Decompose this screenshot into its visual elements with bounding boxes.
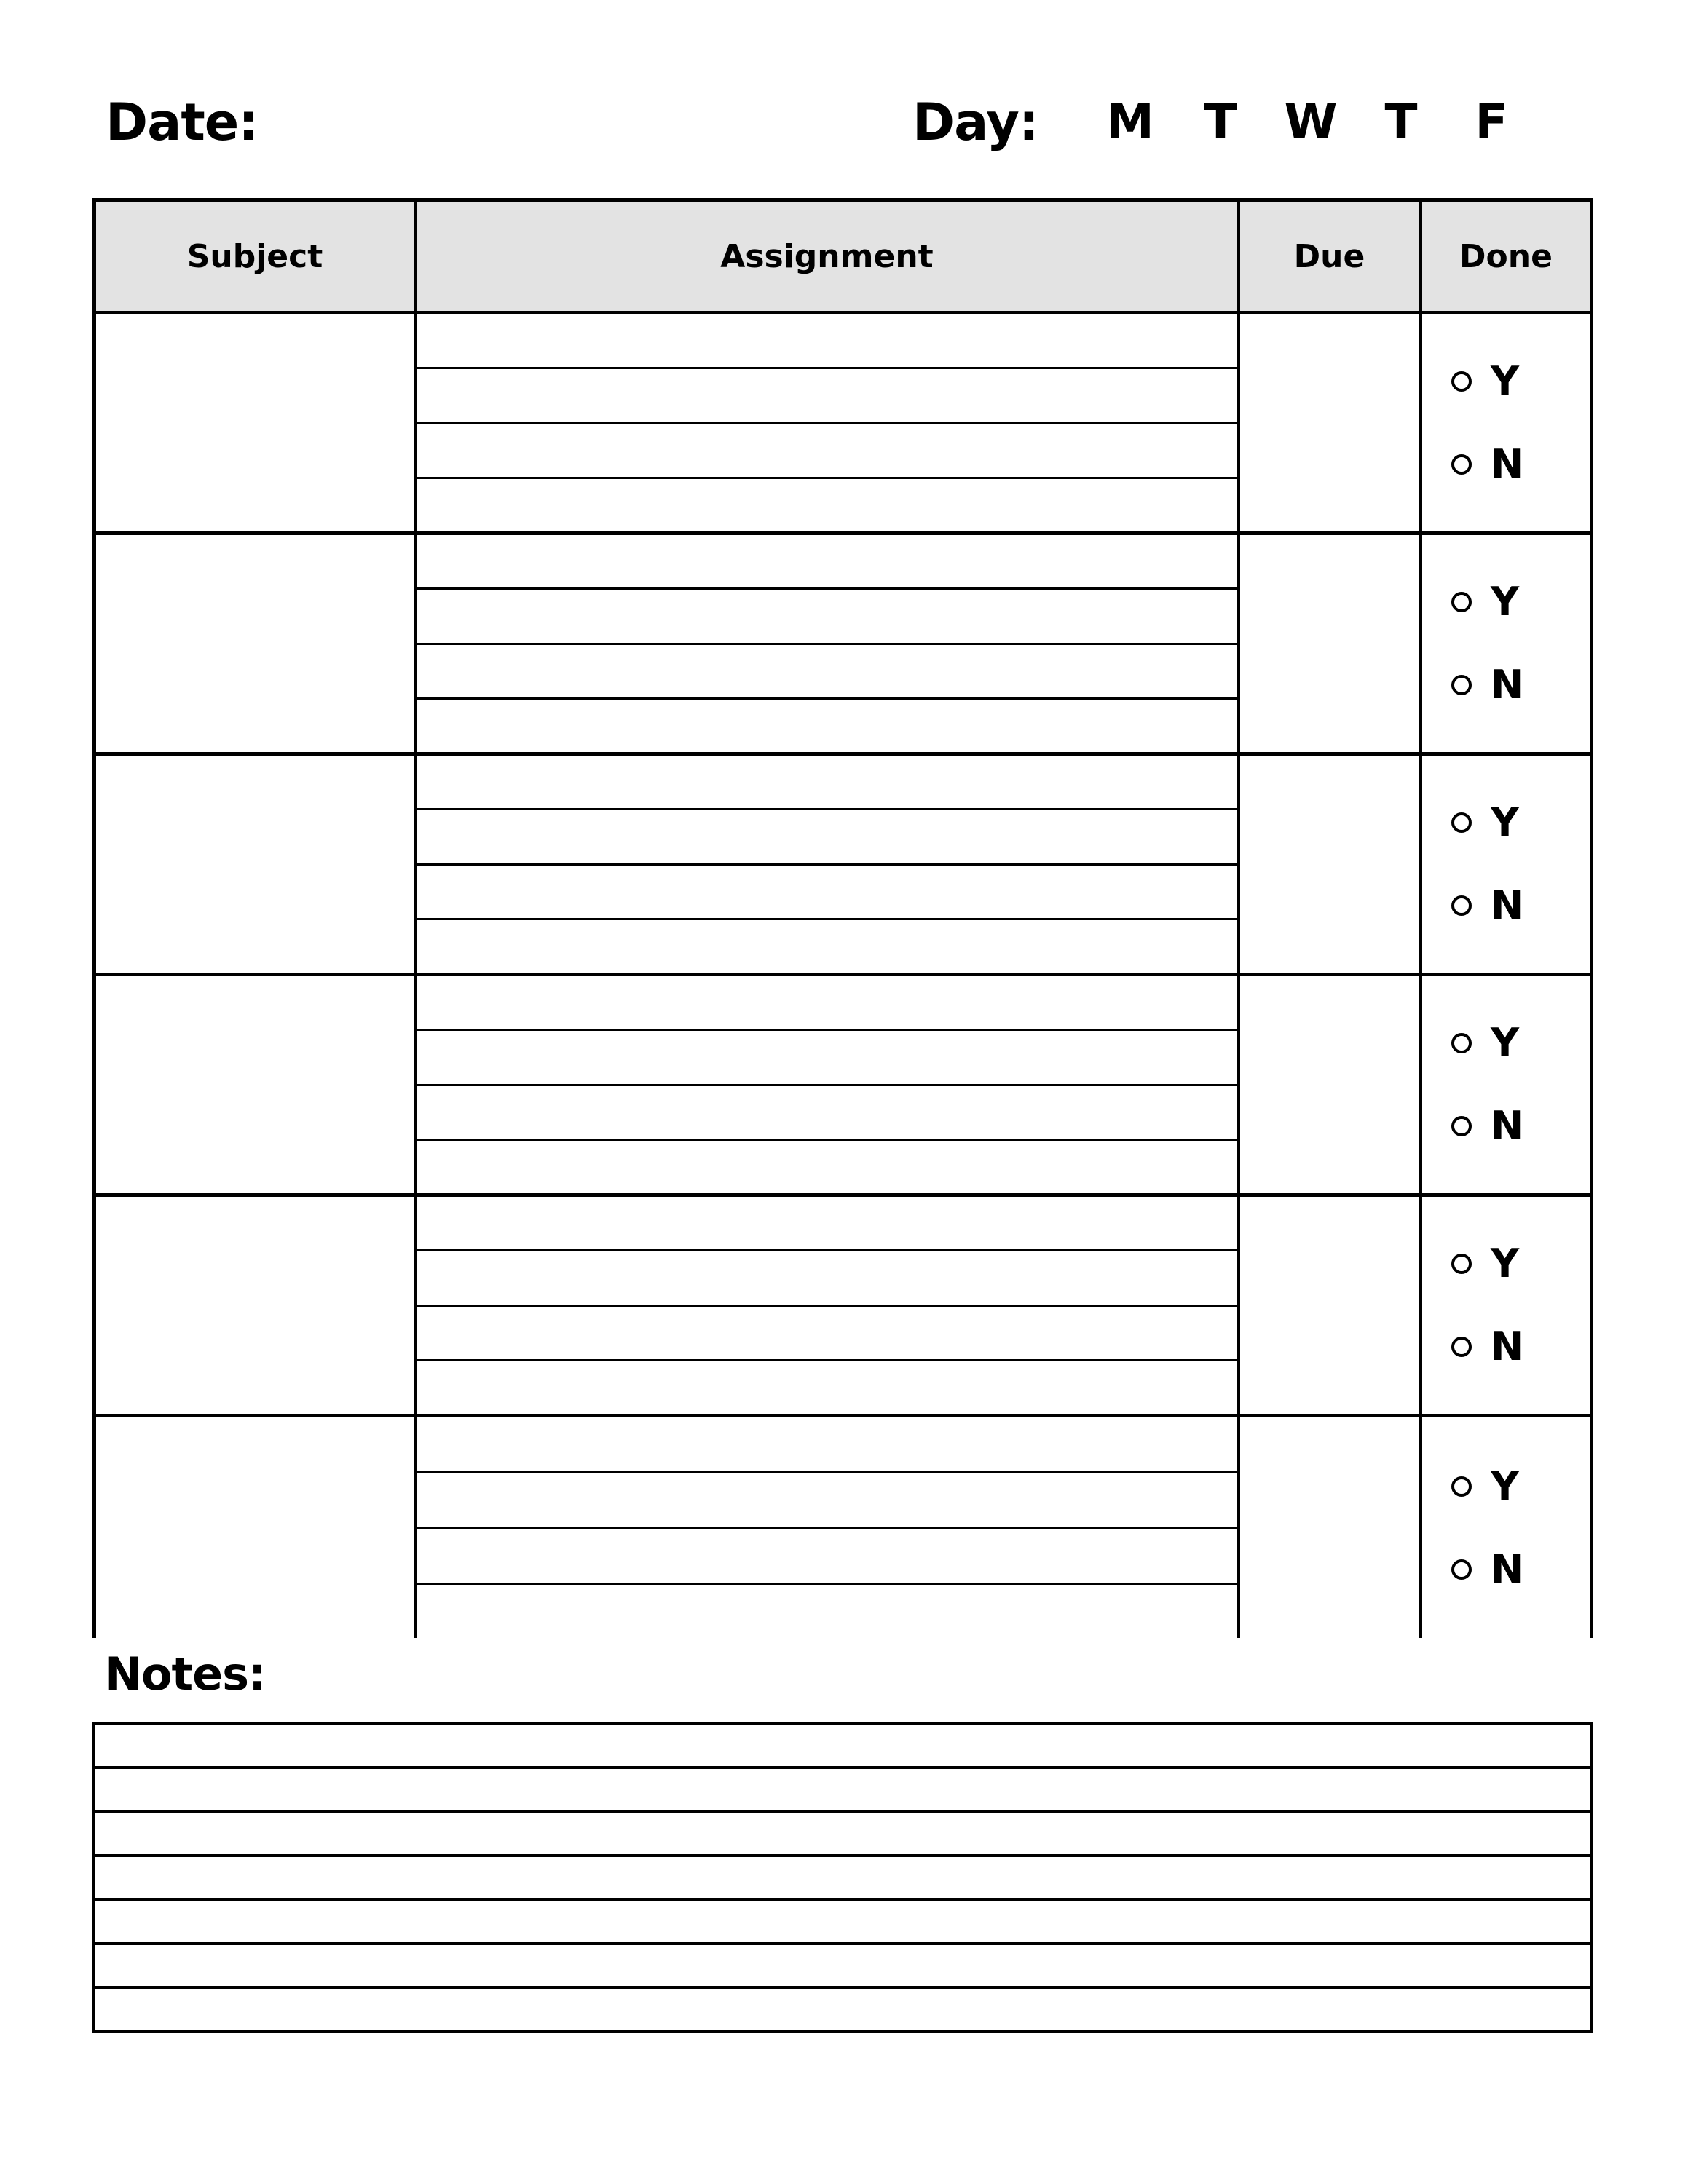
done-label-yes: Y [1491, 1241, 1520, 1286]
subject-field[interactable] [96, 314, 417, 531]
done-option-no[interactable] [1451, 882, 1561, 928]
done-label-no: N [1491, 1546, 1524, 1592]
radio-circle-icon[interactable] [1451, 812, 1472, 833]
writing-line[interactable] [417, 756, 1237, 810]
subject-field[interactable] [96, 1417, 417, 1638]
radio-circle-icon[interactable] [1451, 1116, 1472, 1136]
day-label: Day: [912, 92, 1038, 152]
done-label-yes: Y [1491, 358, 1520, 404]
notes-line[interactable] [95, 1901, 1590, 1945]
column-header-subject: Subject [96, 202, 417, 311]
assignment-field[interactable] [417, 756, 1240, 973]
writing-line[interactable] [417, 1473, 1237, 1530]
radio-circle-icon[interactable] [1451, 675, 1472, 695]
done-option-no[interactable] [1451, 1546, 1561, 1592]
table-row [96, 756, 1590, 976]
radio-circle-icon[interactable] [1451, 454, 1472, 475]
weekday-wednesday[interactable]: W [1284, 94, 1338, 150]
weekday-selector [1085, 86, 1537, 159]
done-option-no[interactable] [1451, 1103, 1561, 1149]
page-header [0, 86, 1688, 159]
writing-line[interactable] [417, 479, 1237, 531]
table-row [96, 1197, 1590, 1417]
notes-line[interactable] [95, 1989, 1590, 2030]
done-label-yes: Y [1491, 579, 1520, 625]
radio-circle-icon[interactable] [1451, 1337, 1472, 1357]
notes-heading: Notes: [104, 1647, 266, 1701]
writing-line[interactable] [417, 1086, 1237, 1141]
column-header-assignment: Assignment [417, 202, 1240, 311]
done-option-yes[interactable] [1451, 799, 1561, 845]
due-field[interactable] [1240, 535, 1422, 752]
done-label-yes: Y [1491, 799, 1520, 845]
assignment-table [92, 198, 1593, 1638]
writing-line[interactable] [417, 535, 1237, 590]
subject-field[interactable] [96, 1197, 417, 1414]
writing-line[interactable] [417, 1251, 1237, 1306]
writing-line[interactable] [417, 1529, 1237, 1585]
due-field[interactable] [1240, 1417, 1422, 1638]
done-label-no: N [1491, 441, 1524, 487]
done-option-no[interactable] [1451, 662, 1561, 708]
writing-lines [417, 535, 1237, 752]
writing-line[interactable] [417, 1585, 1237, 1639]
notes-line[interactable] [95, 1725, 1590, 1769]
notes-line[interactable] [95, 1857, 1590, 1902]
done-label-no: N [1491, 1103, 1524, 1149]
column-header-due: Due [1240, 202, 1422, 311]
subject-field[interactable] [96, 976, 417, 1193]
due-field[interactable] [1240, 314, 1422, 531]
done-option-yes[interactable] [1451, 1463, 1561, 1509]
due-field[interactable] [1240, 756, 1422, 973]
writing-line[interactable] [417, 920, 1237, 973]
table-row [96, 535, 1590, 756]
radio-circle-icon[interactable] [1451, 1254, 1472, 1274]
radio-circle-icon[interactable] [1451, 1476, 1472, 1497]
writing-lines [417, 756, 1237, 973]
due-field[interactable] [1240, 1197, 1422, 1414]
writing-line[interactable] [417, 700, 1237, 752]
done-option-yes[interactable] [1451, 579, 1561, 625]
assignment-field[interactable] [417, 1417, 1240, 1638]
weekday-thursday[interactable]: T [1384, 94, 1418, 150]
writing-lines [417, 1417, 1237, 1638]
writing-line[interactable] [417, 1361, 1237, 1414]
table-row [96, 976, 1590, 1197]
done-field [1422, 1417, 1590, 1638]
radio-circle-icon[interactable] [1451, 592, 1472, 612]
writing-line[interactable] [417, 645, 1237, 700]
writing-line[interactable] [417, 976, 1237, 1031]
radio-circle-icon[interactable] [1451, 1559, 1472, 1580]
writing-line[interactable] [417, 1141, 1237, 1193]
writing-line[interactable] [417, 1031, 1237, 1085]
assignment-field[interactable] [417, 314, 1240, 531]
writing-lines [417, 314, 1237, 531]
radio-circle-icon[interactable] [1451, 371, 1472, 392]
done-field [1422, 1197, 1590, 1414]
notes-line[interactable] [95, 1945, 1590, 1990]
writing-line[interactable] [417, 866, 1237, 920]
writing-line[interactable] [417, 590, 1237, 644]
done-label-no: N [1491, 882, 1524, 928]
assignment-field[interactable] [417, 976, 1240, 1193]
done-option-yes[interactable] [1451, 358, 1561, 404]
writing-line[interactable] [417, 810, 1237, 865]
done-field [1422, 535, 1590, 752]
done-option-yes[interactable] [1451, 1020, 1561, 1066]
writing-lines [417, 1197, 1237, 1414]
writing-line[interactable] [417, 1307, 1237, 1361]
subject-field[interactable] [96, 535, 417, 752]
column-header-done: Done [1422, 202, 1590, 311]
table-row [96, 1417, 1590, 1638]
weekday-friday[interactable]: F [1475, 94, 1508, 150]
weekday-monday[interactable]: M [1106, 94, 1154, 150]
weekday-tuesday[interactable]: T [1204, 94, 1237, 150]
done-label-yes: Y [1491, 1463, 1520, 1509]
writing-line[interactable] [417, 314, 1237, 369]
done-label-yes: Y [1491, 1020, 1520, 1066]
writing-lines [417, 976, 1237, 1193]
done-field [1422, 976, 1590, 1193]
date-label: Date: [106, 92, 259, 152]
table-header-row [96, 202, 1590, 314]
assignment-field[interactable] [417, 1197, 1240, 1414]
done-option-no[interactable] [1451, 1324, 1561, 1369]
done-label-no: N [1491, 662, 1524, 708]
writing-line[interactable] [417, 1417, 1237, 1473]
done-field [1422, 314, 1590, 531]
notes-line[interactable] [95, 1813, 1590, 1857]
radio-circle-icon[interactable] [1451, 895, 1472, 916]
done-label-no: N [1491, 1324, 1524, 1369]
writing-line[interactable] [417, 1197, 1237, 1251]
table-row [96, 314, 1590, 535]
writing-line[interactable] [417, 424, 1237, 479]
due-field[interactable] [1240, 976, 1422, 1193]
assignment-field[interactable] [417, 535, 1240, 752]
notes-line[interactable] [95, 1769, 1590, 1813]
subject-field[interactable] [96, 756, 417, 973]
radio-circle-icon[interactable] [1451, 1033, 1472, 1053]
done-option-no[interactable] [1451, 441, 1561, 487]
writing-line[interactable] [417, 369, 1237, 424]
done-field [1422, 756, 1590, 973]
done-option-yes[interactable] [1451, 1241, 1561, 1286]
notes-box [92, 1722, 1593, 2033]
